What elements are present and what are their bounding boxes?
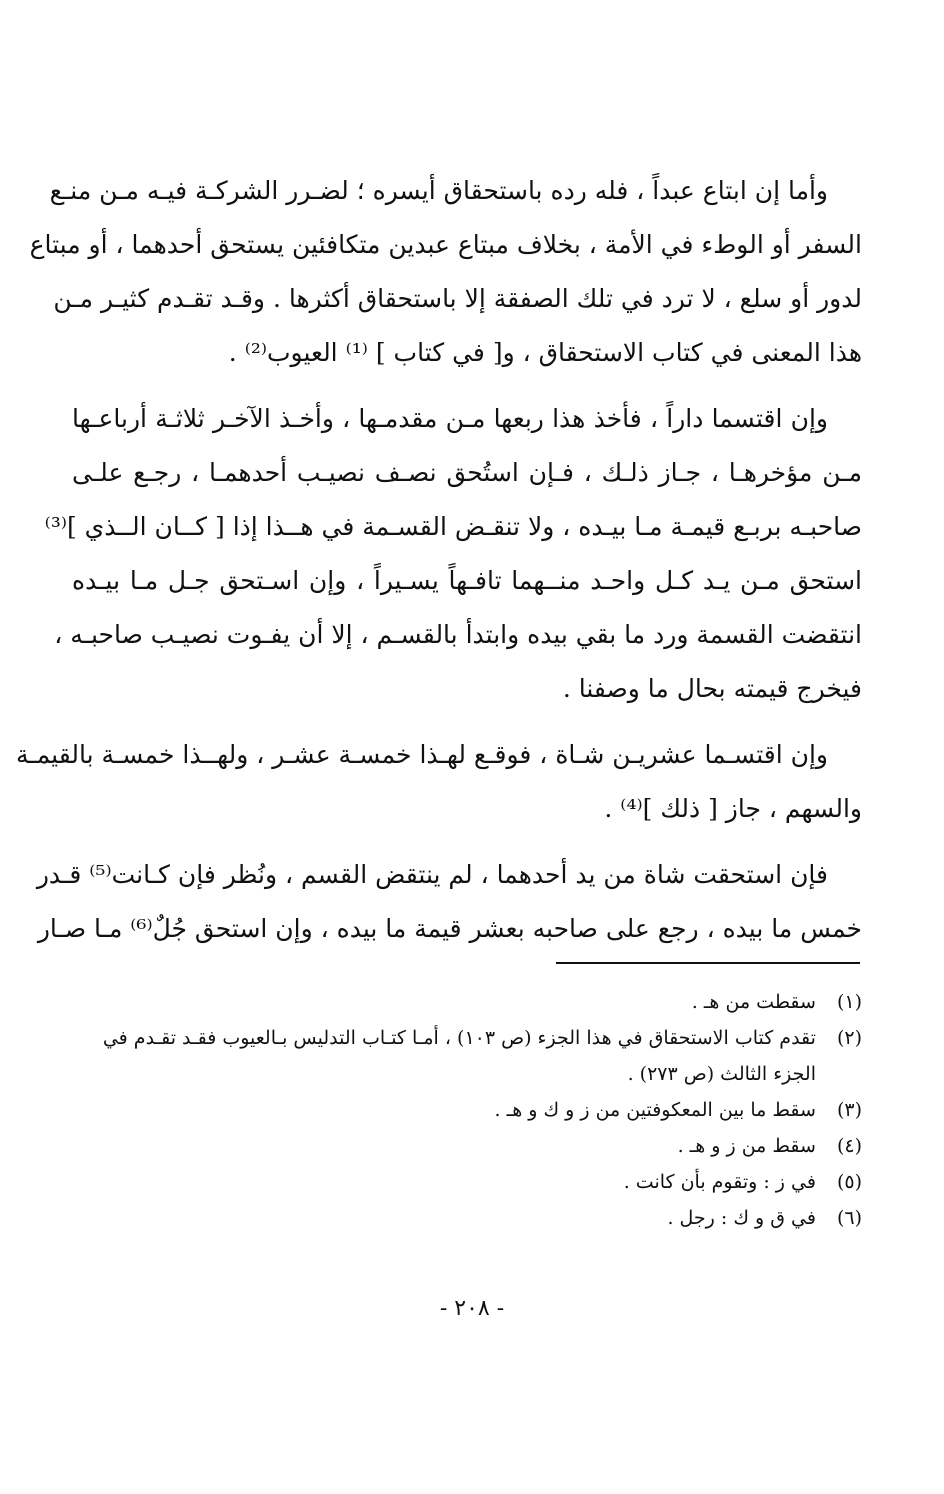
- footnote: [72, 1164, 862, 1200]
- paragraph-gap: [72, 380, 862, 392]
- text-line: فإن استحقت شاة من يد أحدهما ، لم ينتقض القسم ، ونُظر فإن كـانت⁽⁵⁾ قـدر: [36, 860, 828, 889]
- footnote-number: (١): [836, 991, 862, 1013]
- footnote-text: سقط ما بين المعكوفتين من ز و ك و هـ .: [494, 1099, 816, 1121]
- footnote-number: (٣): [836, 1099, 862, 1121]
- text-line: لدور أو سلع ، لا ترد في تلك الصفقة إلا باستحقاق أكثرها . وقـد تقـدم كثيـر مـن: [53, 284, 862, 313]
- text-line: انتقضت القسمة ورد ما بقي بيده وابتدأ بالقسـم ، إلا أن يفـوت نصيـب صاحبـه ،: [54, 620, 862, 649]
- footnote-text: سقطت من هـ .: [691, 991, 816, 1013]
- text-line: وإن اقتسما داراً ، فأخذ هذا ربعها مـن مقدمـها ، وأخـذ الآخـر ثلاثـة أرباعـها: [72, 404, 828, 433]
- footnote-text: في ز : وتقوم بأن كانت .: [623, 1171, 816, 1193]
- text-line: صاحبـه بربـع قيمـة مـا بيـده ، ولا تنقـض القسـمة في هــذا إذا [ كــان الــذي ]⁽³⁾: [44, 512, 862, 541]
- page-number: - ٢٠٨ -: [439, 1296, 505, 1321]
- footnote: [72, 1200, 862, 1236]
- text-line: استحق مـن يـد كـل واحـد منــهما تافـهاً يسـيراً ، وإن اسـتحق جـل مـا بيـده: [72, 566, 862, 595]
- text-line: والسهم ، جاز [ ذلك ]⁽⁴⁾ .: [604, 794, 862, 823]
- text-line: فيخرج قيمته بحال ما وصفنا .: [562, 674, 862, 703]
- footnote-number: (٥): [836, 1171, 862, 1193]
- paragraph-gap: [72, 836, 862, 848]
- text-line: خمس ما بيده ، رجع على صاحبه بعشر قيمة ما بيده ، وإن استحق جُلٌ⁽⁶⁾ مـا صـار: [37, 914, 862, 943]
- footnote: [72, 1128, 862, 1164]
- text-line: السفر أو الوطء في الأمة ، بخلاف مبتاع عبدين متكافئين يستحق أحدهما ، أو مبتاع: [29, 230, 862, 259]
- footnote: [72, 984, 862, 1020]
- paragraph-gap: [72, 716, 862, 728]
- footnote-number: (٤): [836, 1135, 862, 1157]
- text-line: وأما إن ابتاع عبداً ، فله رده باستحقاق أيسره ؛ لضـرر الشركـة فيـه مـن منـع: [49, 176, 828, 205]
- text-line: وإن اقتسـما عشريـن شـاة ، فوقـع لهـذا خمسـة عشـر ، ولهــذا خمسـة بالقيمـة: [15, 740, 828, 769]
- text-line: مـن مؤخرهـا ، جـاز ذلـك ، فـإن استُحق نصـف نصيـب أحدهمـا ، رجـع علـى: [72, 458, 862, 487]
- footnote-text: تقدم كتاب الاستحقاق في هذا الجزء (ص ١٠٣) ، أمـا كتـاب التدليس بـالعيوب فقـد تقـدم في: [102, 1027, 816, 1049]
- body-text: [15, 164, 862, 956]
- footnote-number: (٢): [836, 1027, 862, 1049]
- footnotes: [72, 984, 862, 1236]
- footnote: [72, 1092, 862, 1128]
- footnote-separator: [556, 962, 860, 964]
- text-line: هذا المعنى في كتاب الاستحقاق ، و[ في كتاب ] ⁽¹⁾ العيوب⁽²⁾ .: [228, 338, 862, 367]
- footnote: [72, 1020, 862, 1056]
- footnote-text: سقط من ز و هـ .: [677, 1135, 816, 1157]
- footnote-number: (٦): [836, 1207, 862, 1229]
- footnote-continuation: الجزء الثالث (ص ٢٧٣) .: [627, 1063, 816, 1085]
- footnote-text: في ق و ك : رجل .: [667, 1207, 816, 1229]
